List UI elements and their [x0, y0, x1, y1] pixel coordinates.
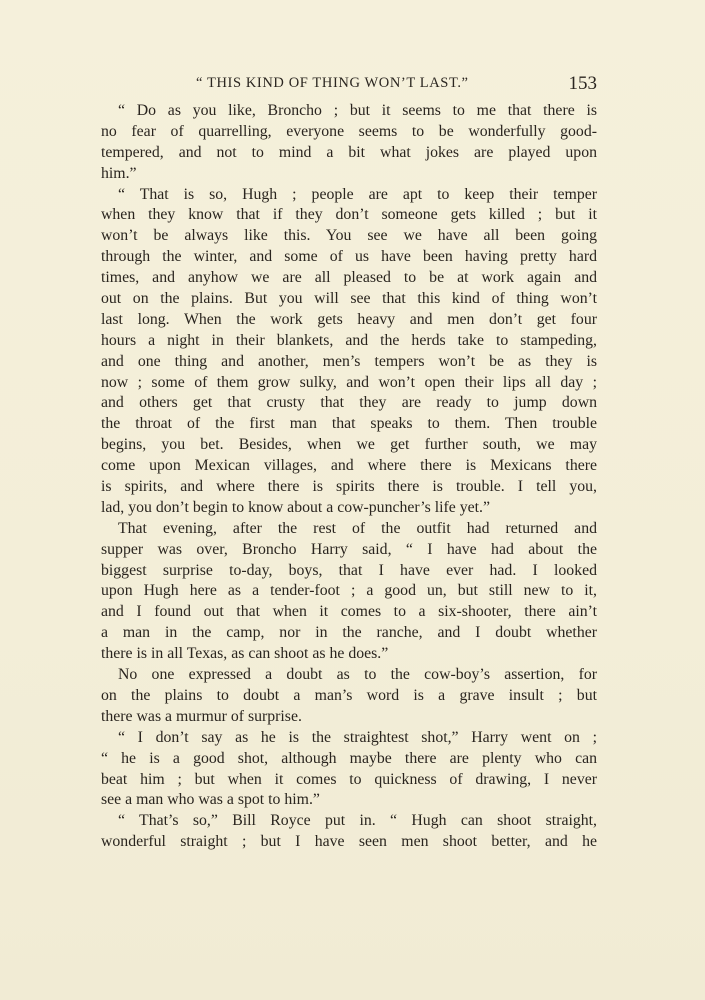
text-line: see a man who was a spot to him.” [101, 791, 320, 809]
text-line: times, and anyhow we are all pleased to be at work again and [101, 269, 597, 287]
page-number: 153 [568, 73, 597, 94]
text-line: there is in all Texas, as can shoot as he does.” [101, 645, 389, 663]
text-line: the throat of the first man that speaks to them. Then trouble [101, 415, 597, 433]
body-text [101, 101, 597, 853]
text-line: beat him ; but when it comes to quickness of drawing, I never [101, 770, 597, 788]
text-line: No one expressed a doubt as to the cow-boy’s assertion, for [118, 666, 597, 684]
text-line: and others get that crusty that they are ready to jump down [101, 394, 597, 412]
text-line: on the plains to doubt a man’s word is a grave insult ; but [101, 686, 597, 704]
text-line: a man in the camp, nor in the ranche, and I doubt whether [101, 624, 597, 642]
text-line: tempered, and not to mind a bit what jokes are played upon [101, 143, 597, 161]
text-line: “ That is so, Hugh ; people are apt to keep their temper [118, 185, 597, 203]
text-line: “ I don’t say as he is the straightest shot,” Harry went on ; [118, 728, 597, 746]
text-line: upon Hugh here as a tender-foot ; a good un, but still new to it, [101, 582, 597, 600]
text-line: him.” [101, 164, 137, 182]
text-line: and one thing and another, men’s tempers won’t be as they is [101, 352, 597, 370]
text-line: begins, you bet. Besides, when we get further south, we may [101, 436, 597, 454]
text-line: no fear of quarrelling, everyone seems to be wonderfully good- [101, 122, 597, 140]
text-line: lad, you don’t begin to know about a cow-puncher’s life yet.” [101, 498, 490, 516]
text-line: That evening, after the rest of the outfit had returned and [118, 519, 597, 537]
text-line: won’t be always like this. You see we have all been going [101, 227, 597, 245]
text-line: biggest surprise to-day, boys, that I have ever had. I looked [101, 561, 597, 579]
text-line: “ That’s so,” Bill Royce put in. “ Hugh can shoot straight, [118, 812, 597, 830]
running-head [101, 73, 597, 97]
text-line: out on the plains. But you will see that this kind of thing won’t [101, 290, 597, 308]
text-line: and I found out that when it comes to a six-shooter, there ain’t [101, 603, 597, 621]
text-line: there was a murmur of surprise. [101, 707, 302, 725]
running-title: “ THIS KIND OF THING WON’T LAST.” [196, 75, 469, 91]
text-line: hours a night in their blankets, and the herds take to stampeding, [101, 331, 597, 349]
text-line: come upon Mexican villages, and where there is Mexicans there [101, 457, 597, 475]
text-line: “ Do as you like, Broncho ; but it seems to me that there is [118, 102, 597, 119]
text-line: through the winter, and some of us have been having pretty hard [101, 248, 597, 266]
text-line: wonderful straight ; but I have seen men shoot better, and he [101, 833, 597, 851]
text-line: now ; some of them grow sulky, and won’t open their lips all day ; [101, 373, 597, 391]
text-line: when they know that if they don’t someone gets killed ; but it [101, 206, 597, 224]
text-line: “ he is a good shot, although maybe there are plenty who can [101, 749, 597, 767]
text-line: last long. When the work gets heavy and men don’t get four [101, 310, 597, 328]
text-line: is spirits, and where there is spirits there is trouble. I tell you, [101, 478, 597, 496]
text-line: supper was over, Broncho Harry said, “ I have had about the [101, 540, 597, 558]
